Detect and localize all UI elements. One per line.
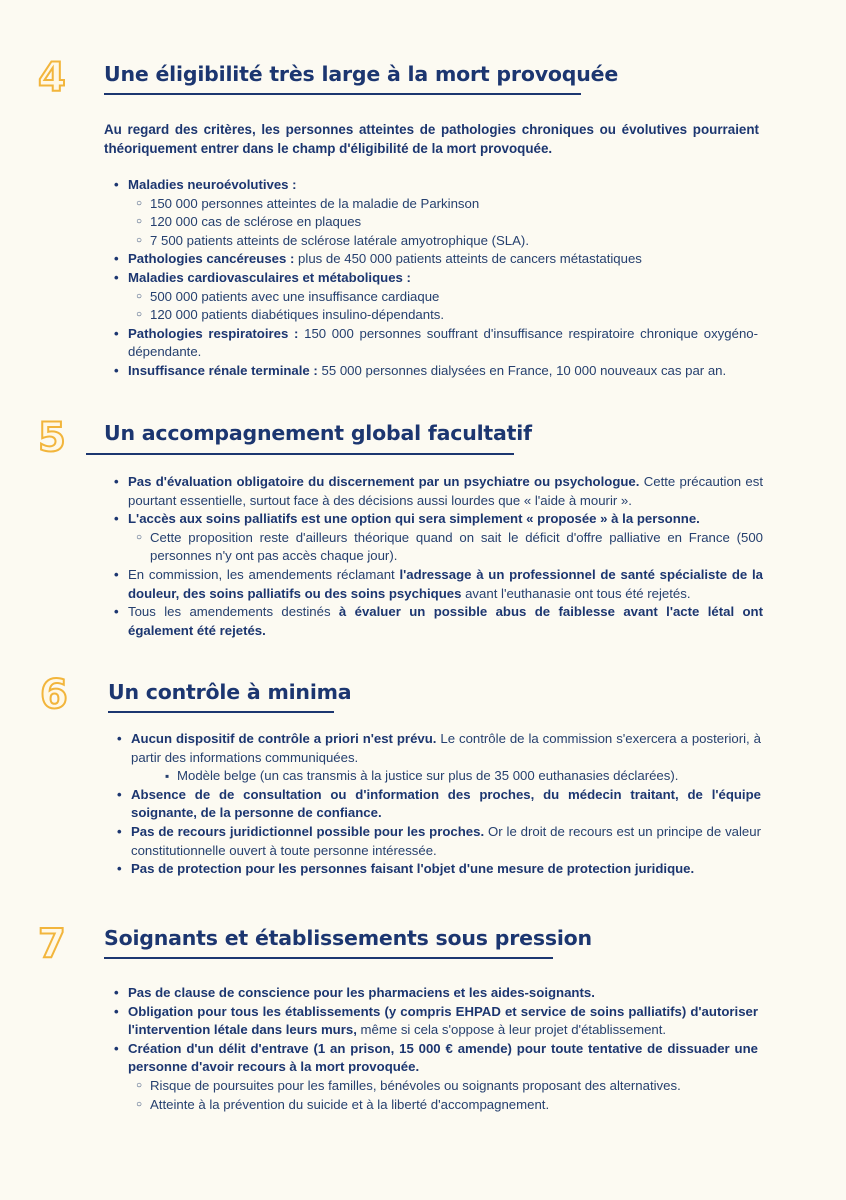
sub-list-item: ○ Risque de poursuites pour les familles, bénévoles ou soignants proposant des alternatives. bbox=[150, 1077, 758, 1096]
title-underline bbox=[104, 957, 553, 959]
list-item: • Absence de de consultation ou d'information des proches, du médecin traitant, de l'équipe soignante, de la personne de confiance. bbox=[131, 786, 761, 823]
sub-list-item: ○ 500 000 patients avec une insuffisance cardiaque bbox=[150, 288, 758, 307]
bullet-list bbox=[128, 473, 763, 640]
title-underline bbox=[108, 711, 334, 713]
list-item: • Aucun dispositif de contrôle a priori n'est prévu. Le contrôle de la commission s'exercera a posteriori, à partir des informations communiquées. bbox=[131, 730, 761, 767]
list-item: • Création d'un délit d'entrave (1 an prison, 15 000 € amende) pour toute tentative de dissuader une personne d'avoir recours à la mort provoquée. bbox=[128, 1040, 758, 1077]
sub-list-item: ○ Cette proposition reste d'ailleurs théorique quand on sait le déficit d'offre palliative en France (500 personnes n'y ont pas accès chaque jour). bbox=[150, 529, 763, 566]
list-item: • Maladies cardiovasculaires et métaboliques : bbox=[128, 269, 758, 288]
section-title: Un contrôle à minima bbox=[108, 680, 352, 704]
section-number: 4 bbox=[38, 55, 66, 101]
bullet-list bbox=[128, 176, 758, 381]
list-item: • Maladies neuroévolutives : bbox=[128, 176, 758, 195]
sub-list-item: ○ 120 000 cas de sclérose en plaques bbox=[150, 213, 758, 232]
section-title: Une éligibilité très large à la mort provoquée bbox=[104, 62, 619, 86]
section-number: 6 bbox=[40, 672, 68, 718]
title-underline bbox=[86, 453, 514, 455]
list-item: • Pathologies respiratoires : 150 000 personnes souffrant d'insuffisance respiratoire chronique oxygéno-dépendante. bbox=[128, 325, 758, 362]
list-item: • Pas de recours juridictionnel possible pour les proches. Or le droit de recours est un principe de valeur constitutionnelle ouvert à toute personne intéressée. bbox=[131, 823, 761, 860]
sub-list-item: ▪ Modèle belge (un cas transmis à la justice sur plus de 35 000 euthanasies déclarées). bbox=[177, 767, 761, 786]
section-intro: Au regard des critères, les personnes atteintes de pathologies chroniques ou évolutives pourraient théoriquement entrer dans le champ d'éligibilité de la mort provoquée. bbox=[104, 122, 759, 156]
sub-list-item: ○ 7 500 patients atteints de sclérose latérale amyotrophique (SLA). bbox=[150, 232, 758, 251]
list-item: • Pas d'évaluation obligatoire du discernement par un psychiatre ou psychologue. Cette précaution est pourtant essentielle, surtout face à des décisions aussi lourdes que « l'aide à mourir ». bbox=[128, 473, 763, 510]
sub-list-item: ○ 120 000 patients diabétiques insulino-dépendants. bbox=[150, 306, 758, 325]
list-item: • Insuffisance rénale terminale : 55 000 personnes dialysées en France, 10 000 nouveaux cas par an. bbox=[128, 362, 758, 381]
sub-list-item: ○ Atteinte à la prévention du suicide et à la liberté d'accompagnement. bbox=[150, 1096, 758, 1115]
list-item: • En commission, les amendements réclamant l'adressage à un professionnel de santé spécialiste de la douleur, des soins palliatifs ou des soins psychiques avant l'euthanasie ont tous été rejetés. bbox=[128, 566, 763, 603]
list-item: • Pathologies cancéreuses : plus de 450 000 patients atteints de cancers métastatiques bbox=[128, 250, 758, 269]
title-underline bbox=[104, 93, 581, 95]
list-item: • Pas de protection pour les personnes faisant l'objet d'une mesure de protection juridique. bbox=[131, 860, 761, 879]
section-number: 7 bbox=[38, 921, 66, 967]
list-item: • Pas de clause de conscience pour les pharmaciens et les aides-soignants. bbox=[128, 984, 758, 1003]
section-number: 5 bbox=[38, 415, 66, 461]
list-item: • Obligation pour tous les établissements (y compris EHPAD et service de soins palliatifs) d'autoriser l'intervention létale dans leurs murs, même si cela s'oppose à leur projet d'établissement. bbox=[128, 1003, 758, 1040]
section-title: Soignants et établissements sous pression bbox=[104, 926, 592, 950]
list-item: • Tous les amendements destinés à évaluer un possible abus de faiblesse avant l'acte létal ont également été rejetés. bbox=[128, 603, 763, 640]
bullet-list bbox=[131, 730, 761, 879]
section-title: Un accompagnement global facultatif bbox=[104, 421, 532, 445]
list-item: • L'accès aux soins palliatifs est une option qui sera simplement « proposée » à la personne. bbox=[128, 510, 763, 529]
bullet-list bbox=[128, 984, 758, 1114]
sub-list-item: ○ 150 000 personnes atteintes de la maladie de Parkinson bbox=[150, 195, 758, 214]
